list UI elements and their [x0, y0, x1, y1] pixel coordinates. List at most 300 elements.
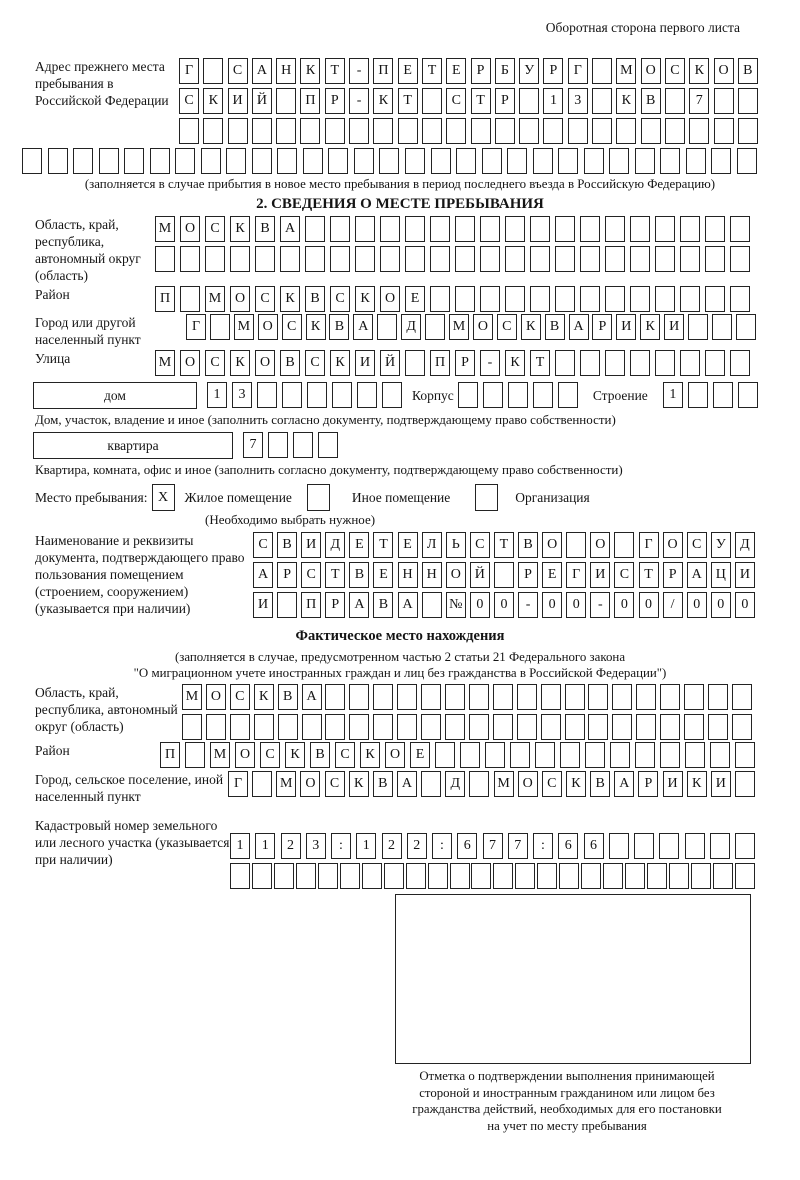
- char-cell[interactable]: М: [449, 314, 469, 340]
- char-cell[interactable]: Т: [639, 562, 659, 588]
- char-cell[interactable]: [684, 684, 704, 710]
- char-cell[interactable]: [384, 863, 404, 889]
- char-cell[interactable]: [210, 314, 230, 340]
- char-cell[interactable]: [201, 148, 221, 174]
- char-cell[interactable]: [634, 833, 654, 859]
- char-cell[interactable]: [580, 350, 600, 376]
- char-cell[interactable]: [660, 714, 680, 740]
- char-cell[interactable]: К: [689, 58, 709, 84]
- char-cell[interactable]: Т: [325, 562, 345, 588]
- char-cell[interactable]: Т: [398, 88, 418, 114]
- char-cell[interactable]: 1: [356, 833, 376, 859]
- char-cell[interactable]: В: [373, 592, 393, 618]
- char-cell[interactable]: О: [206, 684, 226, 710]
- char-cell[interactable]: [688, 382, 708, 408]
- char-cell[interactable]: [73, 148, 93, 174]
- char-cell[interactable]: Е: [542, 562, 562, 588]
- char-cell[interactable]: Р: [471, 58, 491, 84]
- char-cell[interactable]: [302, 714, 322, 740]
- char-cell[interactable]: С: [301, 562, 321, 588]
- char-cell[interactable]: Д: [325, 532, 345, 558]
- char-cell[interactable]: [580, 246, 600, 272]
- char-cell[interactable]: Й: [470, 562, 490, 588]
- char-cell[interactable]: :: [533, 833, 553, 859]
- char-cell[interactable]: [530, 286, 550, 312]
- char-cell[interactable]: О: [542, 532, 562, 558]
- char-cell[interactable]: [580, 286, 600, 312]
- char-cell[interactable]: [558, 382, 578, 408]
- char-cell[interactable]: [585, 742, 605, 768]
- char-cell[interactable]: [517, 684, 537, 710]
- char-cell[interactable]: О: [663, 532, 683, 558]
- char-cell[interactable]: [655, 350, 675, 376]
- char-cell[interactable]: Т: [530, 350, 550, 376]
- char-cell[interactable]: [480, 286, 500, 312]
- char-cell[interactable]: [736, 314, 756, 340]
- char-cell[interactable]: [305, 246, 325, 272]
- char-cell[interactable]: [660, 148, 680, 174]
- char-cell[interactable]: [730, 286, 750, 312]
- char-cell[interactable]: [482, 148, 502, 174]
- char-cell[interactable]: 6: [558, 833, 578, 859]
- char-cell[interactable]: И: [253, 592, 273, 618]
- char-cell[interactable]: М: [276, 771, 296, 797]
- char-cell[interactable]: [257, 382, 277, 408]
- char-cell[interactable]: [685, 833, 705, 859]
- char-cell[interactable]: [180, 286, 200, 312]
- char-cell[interactable]: :: [331, 833, 351, 859]
- char-cell[interactable]: [738, 118, 758, 144]
- char-cell[interactable]: [603, 863, 623, 889]
- char-cell[interactable]: С: [253, 532, 273, 558]
- char-cell[interactable]: [182, 714, 202, 740]
- char-cell[interactable]: О: [255, 350, 275, 376]
- char-cell[interactable]: [541, 714, 561, 740]
- char-cell[interactable]: И: [663, 771, 683, 797]
- char-cell[interactable]: [471, 118, 491, 144]
- char-cell[interactable]: К: [616, 88, 636, 114]
- char-cell[interactable]: [318, 432, 338, 458]
- char-cell[interactable]: [450, 863, 470, 889]
- char-cell[interactable]: [655, 246, 675, 272]
- char-cell[interactable]: /: [663, 592, 683, 618]
- char-cell[interactable]: К: [330, 350, 350, 376]
- char-cell[interactable]: [494, 562, 514, 588]
- char-cell[interactable]: [480, 246, 500, 272]
- char-cell[interactable]: [705, 216, 725, 242]
- char-cell[interactable]: К: [360, 742, 380, 768]
- char-cell[interactable]: И: [735, 562, 755, 588]
- char-cell[interactable]: [614, 532, 634, 558]
- char-cell[interactable]: [689, 118, 709, 144]
- char-cell[interactable]: [708, 684, 728, 710]
- char-cell[interactable]: [625, 863, 645, 889]
- char-cell[interactable]: В: [349, 562, 369, 588]
- char-cell[interactable]: [508, 382, 528, 408]
- char-cell[interactable]: [688, 314, 708, 340]
- char-cell[interactable]: [430, 246, 450, 272]
- char-cell[interactable]: -: [349, 88, 369, 114]
- char-cell[interactable]: Р: [277, 562, 297, 588]
- char-cell[interactable]: 0: [639, 592, 659, 618]
- char-cell[interactable]: Й: [252, 88, 272, 114]
- char-cell[interactable]: Т: [373, 532, 393, 558]
- char-cell[interactable]: 0: [687, 592, 707, 618]
- char-cell[interactable]: [340, 863, 360, 889]
- char-cell[interactable]: П: [300, 88, 320, 114]
- char-cell[interactable]: К: [355, 286, 375, 312]
- char-cell[interactable]: [610, 742, 630, 768]
- char-cell[interactable]: [206, 714, 226, 740]
- char-cell[interactable]: [712, 314, 732, 340]
- char-cell[interactable]: [738, 88, 758, 114]
- char-cell[interactable]: [205, 246, 225, 272]
- char-cell[interactable]: Й: [380, 350, 400, 376]
- char-cell[interactable]: И: [616, 314, 636, 340]
- char-cell[interactable]: О: [641, 58, 661, 84]
- char-cell[interactable]: [380, 216, 400, 242]
- char-cell[interactable]: [705, 246, 725, 272]
- char-cell[interactable]: [230, 246, 250, 272]
- char-cell[interactable]: В: [329, 314, 349, 340]
- char-cell[interactable]: Н: [422, 562, 442, 588]
- char-cell[interactable]: Г: [179, 58, 199, 84]
- char-cell[interactable]: С: [614, 562, 634, 588]
- char-cell[interactable]: [293, 432, 313, 458]
- char-cell[interactable]: Г: [186, 314, 206, 340]
- char-cell[interactable]: [732, 714, 752, 740]
- char-cell[interactable]: К: [349, 771, 369, 797]
- char-cell[interactable]: [738, 382, 758, 408]
- char-cell[interactable]: [505, 246, 525, 272]
- char-cell[interactable]: К: [505, 350, 525, 376]
- char-cell[interactable]: [592, 88, 612, 114]
- char-cell[interactable]: [303, 148, 323, 174]
- char-cell[interactable]: [155, 246, 175, 272]
- char-cell[interactable]: Е: [349, 532, 369, 558]
- char-cell[interactable]: О: [714, 58, 734, 84]
- char-cell[interactable]: О: [590, 532, 610, 558]
- char-cell[interactable]: В: [277, 532, 297, 558]
- char-cell[interactable]: Г: [568, 58, 588, 84]
- char-cell[interactable]: [469, 771, 489, 797]
- char-cell[interactable]: [282, 382, 302, 408]
- char-cell[interactable]: [507, 148, 527, 174]
- char-cell[interactable]: 1: [663, 382, 683, 408]
- char-cell[interactable]: [318, 863, 338, 889]
- char-cell[interactable]: 6: [584, 833, 604, 859]
- char-cell[interactable]: [354, 148, 374, 174]
- char-cell[interactable]: [584, 148, 604, 174]
- char-cell[interactable]: [406, 863, 426, 889]
- char-cell[interactable]: [254, 714, 274, 740]
- char-cell[interactable]: К: [640, 314, 660, 340]
- char-cell[interactable]: [517, 714, 537, 740]
- char-cell[interactable]: [519, 88, 539, 114]
- char-cell[interactable]: 1: [255, 833, 275, 859]
- char-cell[interactable]: Р: [495, 88, 515, 114]
- char-cell[interactable]: М: [616, 58, 636, 84]
- char-cell[interactable]: [276, 118, 296, 144]
- char-cell[interactable]: Е: [373, 562, 393, 588]
- char-cell[interactable]: [560, 742, 580, 768]
- char-cell[interactable]: С: [260, 742, 280, 768]
- char-cell[interactable]: С: [325, 771, 345, 797]
- char-cell[interactable]: [714, 88, 734, 114]
- char-cell[interactable]: 1: [543, 88, 563, 114]
- char-cell[interactable]: 0: [711, 592, 731, 618]
- char-cell[interactable]: [445, 714, 465, 740]
- char-cell[interactable]: [373, 684, 393, 710]
- char-cell[interactable]: [328, 148, 348, 174]
- char-cell[interactable]: №: [446, 592, 466, 618]
- char-cell[interactable]: [230, 863, 250, 889]
- char-cell[interactable]: В: [545, 314, 565, 340]
- char-cell[interactable]: С: [446, 88, 466, 114]
- char-cell[interactable]: [580, 216, 600, 242]
- char-cell[interactable]: Т: [471, 88, 491, 114]
- char-cell[interactable]: [533, 148, 553, 174]
- char-cell[interactable]: О: [180, 216, 200, 242]
- char-cell[interactable]: Д: [735, 532, 755, 558]
- char-cell[interactable]: [555, 246, 575, 272]
- char-cell[interactable]: [421, 684, 441, 710]
- char-cell[interactable]: В: [305, 286, 325, 312]
- char-cell[interactable]: [332, 382, 352, 408]
- char-cell[interactable]: [565, 684, 585, 710]
- char-cell[interactable]: [280, 246, 300, 272]
- char-cell[interactable]: Д: [401, 314, 421, 340]
- char-cell[interactable]: Е: [405, 286, 425, 312]
- char-cell[interactable]: К: [521, 314, 541, 340]
- char-cell[interactable]: Ь: [446, 532, 466, 558]
- char-cell[interactable]: Г: [228, 771, 248, 797]
- char-cell[interactable]: И: [711, 771, 731, 797]
- char-cell[interactable]: [735, 833, 755, 859]
- char-cell[interactable]: [330, 216, 350, 242]
- char-cell[interactable]: 7: [689, 88, 709, 114]
- char-cell[interactable]: [630, 286, 650, 312]
- char-cell[interactable]: 0: [470, 592, 490, 618]
- char-cell[interactable]: [735, 863, 755, 889]
- char-cell[interactable]: [180, 246, 200, 272]
- char-cell[interactable]: [277, 148, 297, 174]
- char-cell[interactable]: О: [380, 286, 400, 312]
- char-cell[interactable]: К: [230, 350, 250, 376]
- char-cell[interactable]: [430, 216, 450, 242]
- char-cell[interactable]: [568, 118, 588, 144]
- char-cell[interactable]: И: [301, 532, 321, 558]
- char-cell[interactable]: [588, 684, 608, 710]
- char-cell[interactable]: [397, 684, 417, 710]
- char-cell[interactable]: 0: [735, 592, 755, 618]
- char-cell[interactable]: [469, 714, 489, 740]
- char-cell[interactable]: Ц: [711, 562, 731, 588]
- char-cell[interactable]: В: [278, 684, 298, 710]
- char-cell[interactable]: [710, 742, 730, 768]
- char-cell[interactable]: К: [285, 742, 305, 768]
- char-cell[interactable]: О: [235, 742, 255, 768]
- char-cell[interactable]: С: [470, 532, 490, 558]
- char-cell[interactable]: [431, 148, 451, 174]
- char-cell[interactable]: В: [373, 771, 393, 797]
- char-cell[interactable]: 2: [281, 833, 301, 859]
- char-cell[interactable]: Р: [325, 88, 345, 114]
- char-cell[interactable]: [730, 246, 750, 272]
- char-cell[interactable]: [185, 742, 205, 768]
- char-cell[interactable]: М: [155, 350, 175, 376]
- char-cell[interactable]: М: [205, 286, 225, 312]
- char-cell[interactable]: К: [230, 216, 250, 242]
- char-cell[interactable]: А: [302, 684, 322, 710]
- char-cell[interactable]: В: [641, 88, 661, 114]
- char-cell[interactable]: [705, 350, 725, 376]
- char-cell[interactable]: В: [518, 532, 538, 558]
- char-cell[interactable]: С: [205, 216, 225, 242]
- char-cell[interactable]: [422, 592, 442, 618]
- char-cell[interactable]: А: [397, 771, 417, 797]
- char-cell[interactable]: Е: [398, 58, 418, 84]
- char-cell[interactable]: [636, 714, 656, 740]
- char-cell[interactable]: [559, 863, 579, 889]
- char-cell[interactable]: 0: [494, 592, 514, 618]
- char-cell[interactable]: 0: [566, 592, 586, 618]
- char-cell[interactable]: [252, 148, 272, 174]
- char-cell[interactable]: 6: [457, 833, 477, 859]
- char-cell[interactable]: [495, 118, 515, 144]
- char-cell[interactable]: О: [230, 286, 250, 312]
- char-cell[interactable]: [379, 148, 399, 174]
- stay-checkbox-organization[interactable]: [475, 484, 498, 511]
- char-cell[interactable]: А: [252, 58, 272, 84]
- char-cell[interactable]: [48, 148, 68, 174]
- char-cell[interactable]: [735, 742, 755, 768]
- char-cell[interactable]: М: [210, 742, 230, 768]
- char-cell[interactable]: И: [590, 562, 610, 588]
- char-cell[interactable]: [456, 148, 476, 174]
- char-cell[interactable]: [680, 286, 700, 312]
- char-cell[interactable]: С: [542, 771, 562, 797]
- char-cell[interactable]: К: [300, 58, 320, 84]
- char-cell[interactable]: О: [180, 350, 200, 376]
- char-cell[interactable]: [710, 833, 730, 859]
- char-cell[interactable]: [307, 382, 327, 408]
- char-cell[interactable]: [530, 246, 550, 272]
- char-cell[interactable]: [609, 833, 629, 859]
- char-cell[interactable]: С: [305, 350, 325, 376]
- char-cell[interactable]: [355, 246, 375, 272]
- char-cell[interactable]: [276, 88, 296, 114]
- char-cell[interactable]: [730, 350, 750, 376]
- char-cell[interactable]: [435, 742, 455, 768]
- char-cell[interactable]: У: [711, 532, 731, 558]
- char-cell[interactable]: Е: [398, 532, 418, 558]
- char-cell[interactable]: [493, 863, 513, 889]
- char-cell[interactable]: К: [306, 314, 326, 340]
- char-cell[interactable]: [483, 382, 503, 408]
- char-cell[interactable]: [713, 863, 733, 889]
- char-cell[interactable]: [655, 286, 675, 312]
- char-cell[interactable]: [455, 286, 475, 312]
- char-cell[interactable]: К: [254, 684, 274, 710]
- char-cell[interactable]: А: [253, 562, 273, 588]
- char-cell[interactable]: [732, 684, 752, 710]
- char-cell[interactable]: [278, 714, 298, 740]
- char-cell[interactable]: [655, 216, 675, 242]
- char-cell[interactable]: [485, 742, 505, 768]
- char-cell[interactable]: Р: [325, 592, 345, 618]
- char-cell[interactable]: [175, 148, 195, 174]
- char-cell[interactable]: [630, 216, 650, 242]
- char-cell[interactable]: Т: [422, 58, 442, 84]
- char-cell[interactable]: 0: [614, 592, 634, 618]
- char-cell[interactable]: А: [280, 216, 300, 242]
- char-cell[interactable]: Р: [518, 562, 538, 588]
- char-cell[interactable]: С: [282, 314, 302, 340]
- char-cell[interactable]: [565, 714, 585, 740]
- char-cell[interactable]: С: [228, 58, 248, 84]
- char-cell[interactable]: М: [155, 216, 175, 242]
- char-cell[interactable]: [659, 833, 679, 859]
- char-cell[interactable]: [296, 863, 316, 889]
- char-cell[interactable]: В: [280, 350, 300, 376]
- char-cell[interactable]: [616, 118, 636, 144]
- char-cell[interactable]: 7: [483, 833, 503, 859]
- char-cell[interactable]: [605, 246, 625, 272]
- char-cell[interactable]: А: [349, 592, 369, 618]
- char-cell[interactable]: М: [234, 314, 254, 340]
- char-cell[interactable]: [515, 863, 535, 889]
- char-cell[interactable]: И: [228, 88, 248, 114]
- char-cell[interactable]: [685, 742, 705, 768]
- char-cell[interactable]: [660, 684, 680, 710]
- char-cell[interactable]: [99, 148, 119, 174]
- char-cell[interactable]: [680, 246, 700, 272]
- char-cell[interactable]: [730, 216, 750, 242]
- char-cell[interactable]: [510, 742, 530, 768]
- char-cell[interactable]: Р: [543, 58, 563, 84]
- char-cell[interactable]: [660, 742, 680, 768]
- char-cell[interactable]: В: [310, 742, 330, 768]
- char-cell[interactable]: 2: [382, 833, 402, 859]
- char-cell[interactable]: -: [480, 350, 500, 376]
- char-cell[interactable]: [325, 714, 345, 740]
- char-cell[interactable]: [355, 216, 375, 242]
- char-cell[interactable]: 7: [243, 432, 263, 458]
- char-cell[interactable]: Р: [663, 562, 683, 588]
- char-cell[interactable]: [711, 148, 731, 174]
- char-cell[interactable]: С: [687, 532, 707, 558]
- char-cell[interactable]: С: [255, 286, 275, 312]
- char-cell[interactable]: -: [349, 58, 369, 84]
- char-cell[interactable]: [537, 863, 557, 889]
- char-cell[interactable]: [349, 684, 369, 710]
- char-cell[interactable]: [357, 382, 377, 408]
- char-cell[interactable]: [592, 118, 612, 144]
- char-cell[interactable]: [605, 350, 625, 376]
- char-cell[interactable]: [377, 314, 397, 340]
- char-cell[interactable]: [255, 246, 275, 272]
- char-cell[interactable]: [252, 771, 272, 797]
- char-cell[interactable]: Р: [638, 771, 658, 797]
- char-cell[interactable]: [268, 432, 288, 458]
- char-cell[interactable]: [581, 863, 601, 889]
- char-cell[interactable]: [405, 246, 425, 272]
- char-cell[interactable]: Р: [455, 350, 475, 376]
- char-cell[interactable]: [605, 286, 625, 312]
- char-cell[interactable]: [179, 118, 199, 144]
- char-cell[interactable]: К: [566, 771, 586, 797]
